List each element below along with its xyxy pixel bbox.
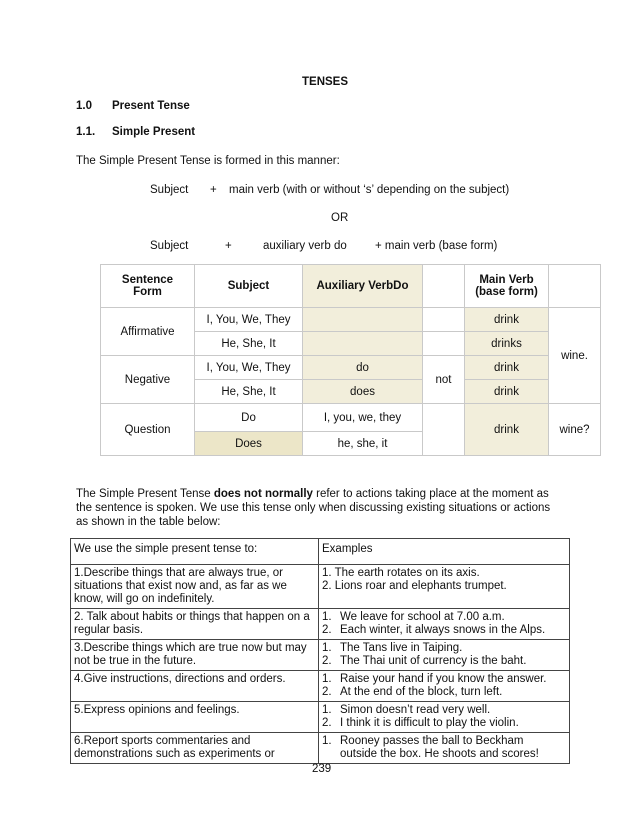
affirmative-aux-2 (303, 332, 423, 356)
paragraph-text: refer to actions taking place at the moment as (312, 488, 549, 500)
negative-label: Negative (101, 356, 195, 404)
header-subject: Subject (195, 265, 303, 308)
usage-cell (71, 671, 319, 702)
example-text: I think it is difficult to play the violin. (340, 717, 519, 729)
question-aux-2: Does (195, 432, 303, 456)
example-text: 1. The earth rotates on its axis. (322, 567, 480, 579)
question-subject-1: I, you, we, they (303, 404, 423, 432)
example-item (322, 624, 566, 637)
formula2-aux: auxiliary verb do (263, 240, 347, 252)
question-aux-1: Do (195, 404, 303, 432)
page-number: 239 (312, 763, 332, 775)
example-text: At the end of the block, turn left. (340, 686, 503, 698)
paragraph-text: The Simple Present Tense (76, 488, 214, 500)
usage-text: 4.Give instructions, directions and orders. (74, 673, 286, 685)
examples-cell (319, 733, 570, 764)
question-label: Question (101, 404, 195, 456)
paragraph-line-3: as shown in the table below: (76, 516, 221, 528)
usage-text: know, will go on indefinitely. (74, 593, 215, 605)
example-text: We leave for school at 7.00 a.m. (340, 611, 505, 623)
example-text: Each winter, it always snows in the Alps. (340, 624, 546, 636)
usage-text: 6.Report sports commentaries and (74, 735, 251, 747)
tense-structure-table (100, 264, 601, 456)
examples-cell (319, 565, 570, 609)
example-text: The Thai unit of currency is the baht. (340, 655, 527, 667)
example-text: outside the box. He shoots and scores! (340, 748, 539, 760)
section-number: 1.0 (76, 100, 92, 112)
formula2-subject: Subject (150, 240, 189, 252)
table-row (71, 640, 570, 671)
example-text: The Tans live in Taiping. (340, 642, 463, 654)
header-blank (423, 265, 465, 308)
examples-header: Examples (319, 539, 570, 565)
wine-statement: wine. (549, 308, 601, 404)
usage-text: 1.Describe things that are always true, or (74, 567, 284, 579)
header-main-verb: Main Verb (base form) (465, 265, 549, 308)
example-number: 2. (322, 717, 332, 729)
affirmative-label: Affirmative (101, 308, 195, 356)
usage-text: demonstrations such as experiments or (74, 748, 275, 760)
usage-text: not be true in the future. (74, 655, 197, 667)
example-item (322, 580, 566, 593)
example-item (322, 642, 566, 655)
example-item (322, 611, 566, 624)
affirmative-subject-1: I, You, We, They (195, 308, 303, 332)
examples-cell (319, 640, 570, 671)
example-item (322, 717, 566, 730)
negative-subject-2: He, She, It (195, 380, 303, 404)
example-number: 1. (322, 611, 332, 623)
intro-text: The Simple Present Tense is formed in this manner: (76, 155, 340, 167)
example-item (322, 567, 566, 580)
usage-text: 2. Talk about habits or things that happen on a (74, 611, 310, 623)
affirmative-not-2 (423, 332, 465, 356)
section-heading: Present Tense (112, 100, 190, 112)
formula1-rest: main verb (with or without ‘s’ depending on the subject) (229, 184, 510, 196)
header-auxiliary: Auxiliary VerbDo (303, 265, 423, 308)
affirmative-aux-1 (303, 308, 423, 332)
example-number: 1. (322, 704, 332, 716)
paragraph-emphasis: does not normally (213, 488, 313, 500)
usage-text: 3.Describe things which are true now but may (74, 642, 307, 654)
usage-table (70, 538, 570, 764)
table-row (71, 702, 570, 733)
usage-text: 5.Express opinions and feelings. (74, 704, 240, 716)
usage-cell (71, 702, 319, 733)
header-sentence-form: Sentence Form (101, 265, 195, 308)
example-item (322, 735, 566, 748)
usage-cell (71, 609, 319, 640)
formula-or: OR (331, 212, 349, 224)
examples-cell (319, 671, 570, 702)
formula1-plus: + (210, 184, 217, 196)
usage-cell (71, 733, 319, 764)
example-number: 1. (322, 642, 332, 654)
usage-cell (71, 565, 319, 609)
formula2-plus: + (225, 240, 232, 252)
negative-aux-2: does (303, 380, 423, 404)
negative-aux-1: do (303, 356, 423, 380)
negative-not: not (423, 356, 465, 404)
question-verb: drink (465, 404, 549, 456)
example-item (322, 748, 566, 761)
example-text: 2. Lions roar and elephants trumpet. (322, 580, 507, 592)
example-number: 2. (322, 655, 332, 667)
example-number: 2. (322, 624, 332, 636)
example-item (322, 704, 566, 717)
examples-cell (319, 609, 570, 640)
negative-verb-2: drink (465, 380, 549, 404)
question-subject-2: he, she, it (303, 432, 423, 456)
example-number: 1. (322, 673, 332, 685)
question-wine: wine? (549, 404, 601, 456)
affirmative-verb-2: drinks (465, 332, 549, 356)
example-item (322, 673, 566, 686)
example-item (322, 655, 566, 668)
affirmative-not-1 (423, 308, 465, 332)
examples-cell (319, 702, 570, 733)
paragraph-line-2: the sentence is spoken. We use this tense only when discussing existing situations or actions (76, 502, 551, 514)
negative-subject-1: I, You, We, They (195, 356, 303, 380)
usage-header: We use the simple present tense to: (71, 539, 319, 565)
example-number: 1. (322, 735, 332, 747)
usage-text: regular basis. (74, 624, 144, 636)
page-title: TENSES (302, 76, 349, 88)
negative-verb-1: drink (465, 356, 549, 380)
table-row (71, 671, 570, 702)
subsection-number: 1.1. (76, 126, 96, 138)
table-row (71, 565, 570, 609)
formula1-subject: Subject (150, 184, 189, 196)
subsection-heading: Simple Present (112, 126, 196, 138)
example-text: Raise your hand if you know the answer. (340, 673, 547, 685)
example-text: Rooney passes the ball to Beckham (340, 735, 524, 747)
usage-cell (71, 640, 319, 671)
example-number: 2. (322, 686, 332, 698)
usage-text: situations that exist now and, as far as we (74, 580, 287, 592)
table-row (71, 609, 570, 640)
formula2-rest: + main verb (base form) (375, 240, 498, 252)
question-blank (423, 404, 465, 456)
table-row (71, 733, 570, 764)
paragraph-line-1 (76, 488, 549, 500)
header-blank-2 (549, 265, 601, 308)
affirmative-verb-1: drink (465, 308, 549, 332)
example-item (322, 686, 566, 699)
example-text: Simon doesn’t read very well. (340, 704, 491, 716)
affirmative-subject-2: He, She, It (195, 332, 303, 356)
